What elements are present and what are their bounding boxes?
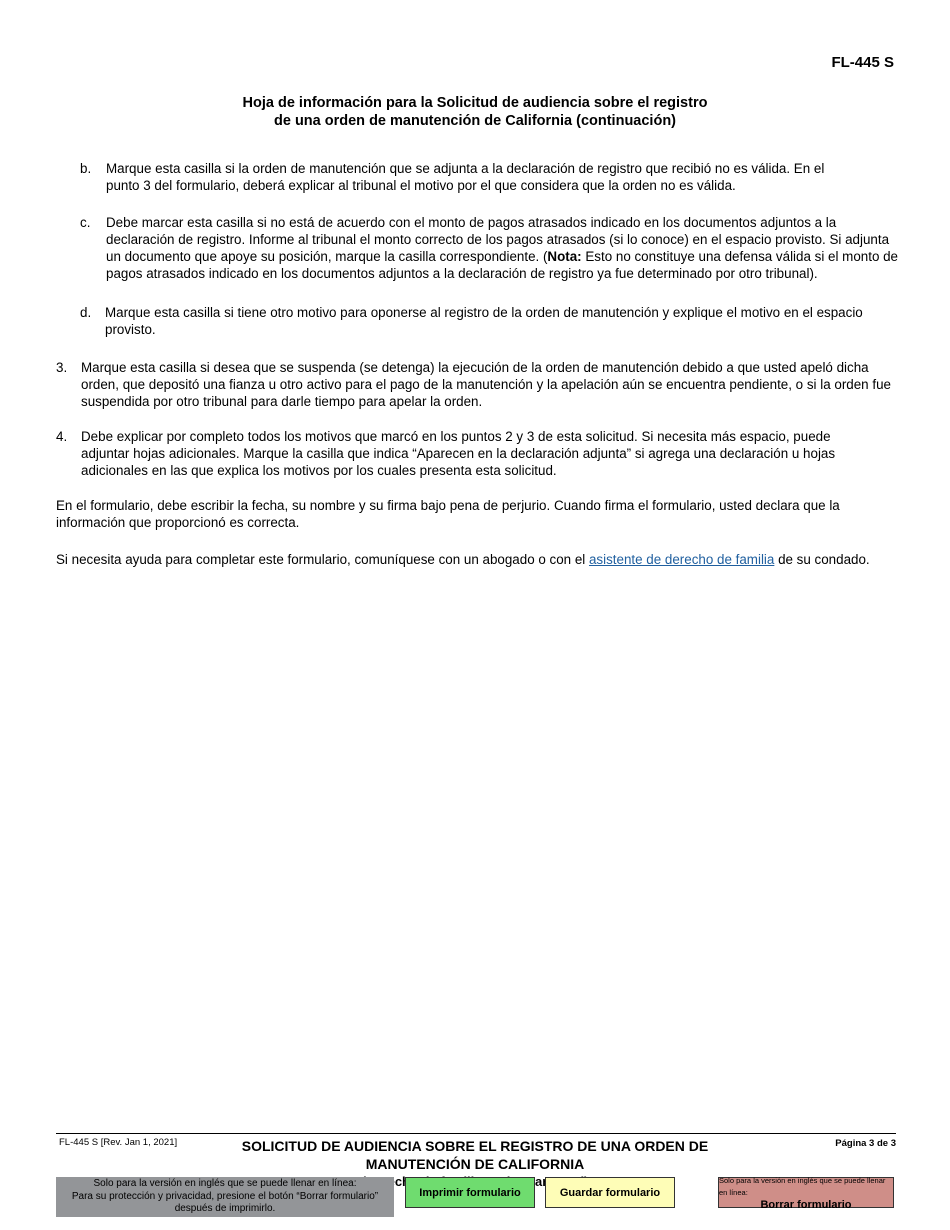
- signature-paragraph: En el formulario, debe escribir la fecha, su nombre y su firma bajo pena de perjurio. Cuando firma el formulario, usted declara que la información que proporcionó es correcta.: [56, 498, 840, 530]
- item-d: [80, 304, 898, 338]
- help-text-after: de su condado.: [774, 552, 870, 567]
- item-c-label: c.: [80, 215, 91, 230]
- privacy-notice-line3: después de imprimirlo.: [174, 1203, 276, 1214]
- item-3-label: 3.: [56, 360, 68, 375]
- item-b-text: Marque esta casilla si la orden de manutención que se adjunta a la declaración de registro que recibió no es válida. En el punto 3 del formulario, deberá explicar al tribunal el motivo por el que considera que la orden no es válida.: [106, 161, 825, 193]
- item-3: [56, 359, 892, 410]
- item-3-text: Marque esta casilla si desea que se suspenda (se detenga) la ejecución de la orden de manutención debido a que usted apeló dicha orden, que depositó una fianza u otro activo para el pago de la manutención y la apelación aún se encuentra pendiente, o si la orden fue suspendida por otro tribunal para darle tiempo para apelar la orden.: [81, 360, 891, 409]
- item-c-note-label: Nota:: [547, 249, 582, 264]
- page-title-line1: Hoja de información para la Solicitud de audiencia sobre el registro: [242, 95, 708, 111]
- item-c-text: [106, 214, 898, 282]
- clear-form-label: Borrar formulario: [760, 1198, 852, 1211]
- item-d-text: Marque esta casilla si tiene otro motivo para oponerse al registro de la orden de manutención y explique el motivo en el espacio provisto.: [105, 305, 863, 337]
- item-4-text: Debe explicar por completo todos los motivos que marcó en los puntos 2 y 3 de esta solicitud. Si necesita más espacio, puede adjuntar hojas adicionales. Marque la casilla que indica “Aparecen en la declaración adjunta” si agrega una declaración u hojas adicionales en las que explica los motivos por los cuales presenta esta solicitud.: [81, 429, 836, 478]
- clear-form-note: Solo para la versión en inglés que se puede llenar en línea:: [719, 1175, 886, 1197]
- page-title-line2: de una orden de manutención de California (continuación): [274, 113, 676, 129]
- item-b: [80, 160, 850, 194]
- footer-title-line1: SOLICITUD DE AUDIENCIA SOBRE EL REGISTRO DE UNA ORDEN DE: [241, 1138, 709, 1154]
- item-c-text-before: Debe marcar esta casilla si no está de acuerdo con el monto de pagos atrasados indicado en los documentos adjuntos a la declaración de registro. Informe al tribunal el monto correcto de los pagos atrasados (si lo conoce) en el espacio provisto. Si adjunta un documento que apoye su posición, marque la casilla correspondiente. (: [106, 215, 890, 264]
- save-form-button[interactable]: Guardar formulario: [545, 1177, 675, 1208]
- privacy-notice-line1: Solo para la versión en inglés que se puede llenar en línea:: [93, 1178, 357, 1189]
- item-c-text-after: Esto no constituye una defensa válida si el monto de pagos atrasados indicado en los documentos adjuntos a la declaración de registro ya fue determinado por otro tribunal).: [106, 249, 899, 281]
- family-law-facilitator-link[interactable]: asistente de derecho de familia: [588, 552, 775, 567]
- item-c: [80, 214, 898, 282]
- page-title: [0, 94, 950, 130]
- privacy-notice: [56, 1177, 394, 1217]
- print-form-button[interactable]: Imprimir formulario: [405, 1177, 535, 1208]
- clear-form-button[interactable]: [718, 1175, 894, 1211]
- form-revision: FL-445 S [Rev. Jan 1, 2021]: [59, 1137, 178, 1148]
- footer-divider: [56, 1133, 896, 1134]
- help-paragraph: [56, 551, 906, 568]
- footer-title-line2-main: MANUTENCIÓN DE CALIFORNIA: [365, 1156, 585, 1172]
- page-number: Página 3 de 3: [835, 1138, 896, 1149]
- item-4-label: 4.: [56, 429, 68, 444]
- help-text-before: Si necesita ayuda para completar este formulario, comuníquese con un abogado o con el: [56, 552, 589, 567]
- privacy-notice-line2: Para su protección y privacidad, presione el botón “Borrar formulario”: [71, 1190, 379, 1202]
- item-4: [56, 428, 866, 479]
- item-d-label: d.: [80, 305, 92, 320]
- form-code: FL-445 S: [831, 54, 894, 71]
- item-b-label: b.: [80, 161, 92, 176]
